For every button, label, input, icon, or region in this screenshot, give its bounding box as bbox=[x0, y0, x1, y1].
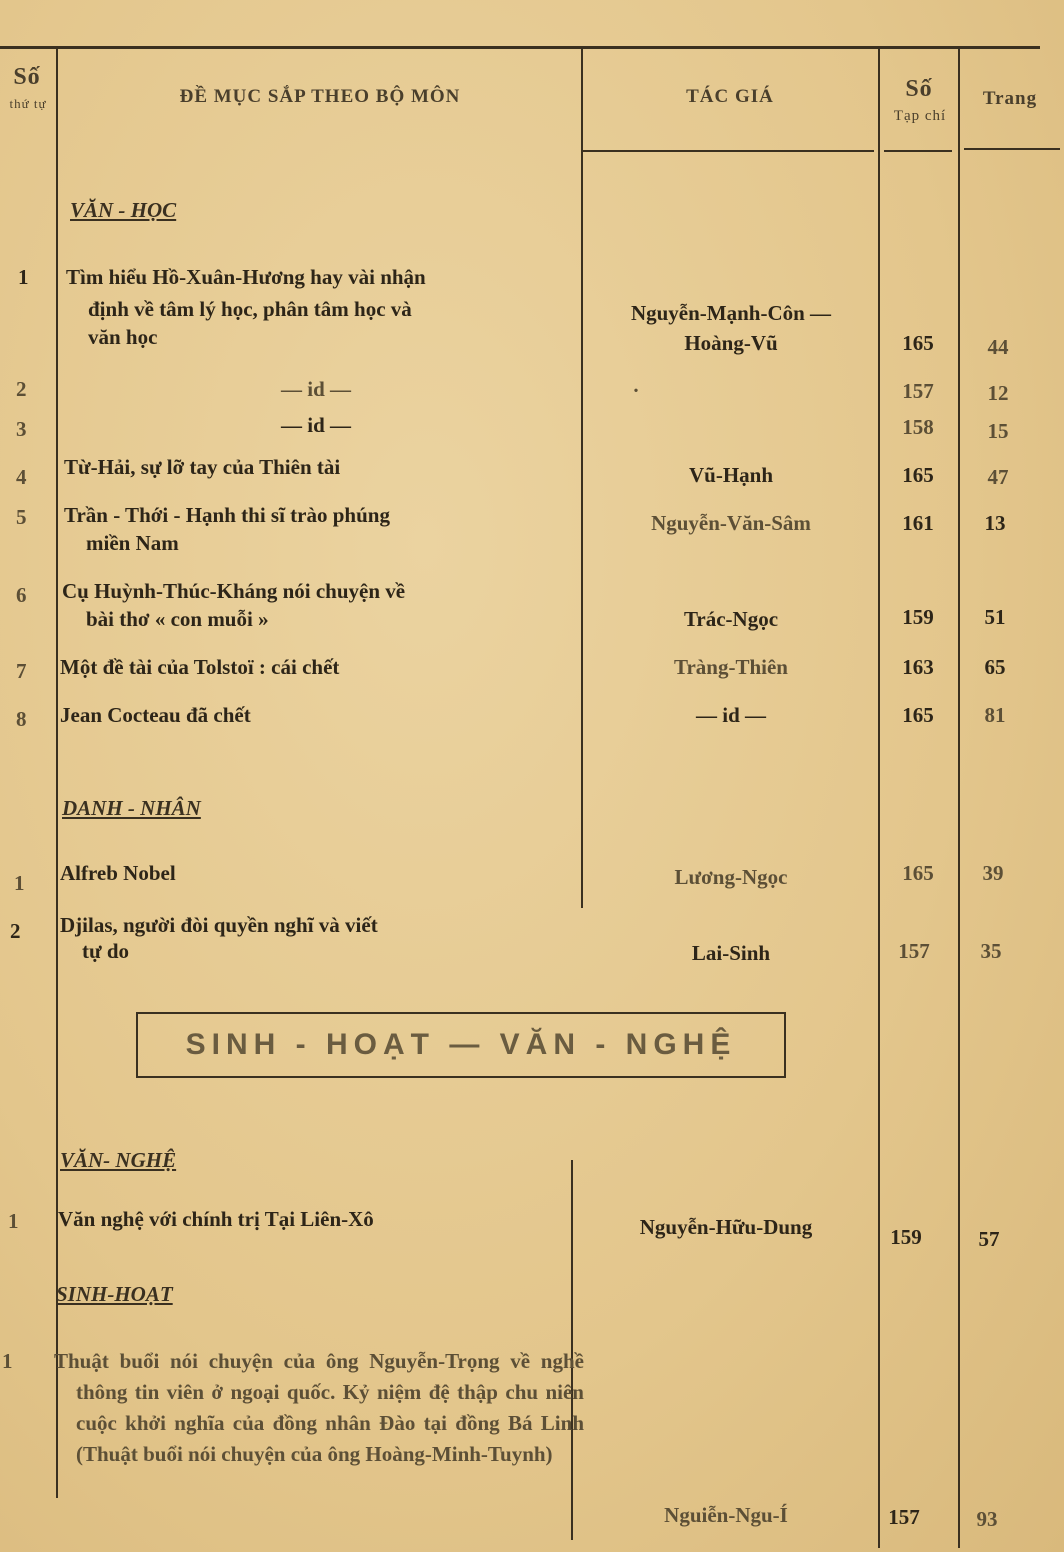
row-num: 1 bbox=[18, 265, 29, 289]
header-rule-issue bbox=[884, 150, 952, 152]
header-num-label: Số bbox=[13, 64, 41, 90]
row-title: — id — bbox=[280, 377, 351, 401]
section-title-van-nghe: VĂN- NGHỆ bbox=[60, 1148, 177, 1172]
row-title: định về tâm lý học, phân tâm học và bbox=[88, 297, 412, 321]
row-issue: 158 bbox=[902, 415, 934, 439]
row-author: Trác-Ngọc bbox=[683, 607, 779, 631]
row-issue: 165 bbox=[902, 861, 934, 885]
row-title: Djilas, người đòi quyền nghĩ và viết bbox=[60, 913, 378, 937]
row-author: Nguyễn-Văn-Sâm bbox=[651, 511, 811, 535]
col-divider-num bbox=[56, 48, 58, 1498]
row-page: 13 bbox=[984, 511, 1006, 535]
row-page: 93 bbox=[976, 1507, 998, 1531]
row-num: 1 bbox=[2, 1349, 13, 1373]
row-page: 12 bbox=[987, 381, 1009, 405]
header-rule-subject bbox=[582, 150, 874, 152]
row-title: tự do bbox=[82, 939, 130, 963]
row-title: Văn nghệ với chính trị Tại Liên-Xô bbox=[58, 1207, 374, 1231]
row-title: Tìm hiểu Hồ-Xuân-Hương hay vài nhận bbox=[66, 265, 426, 289]
row-num: 3 bbox=[16, 417, 27, 441]
row-issue: 157 bbox=[888, 1505, 920, 1529]
col-divider-subject bbox=[581, 48, 583, 908]
row-page: 57 bbox=[978, 1227, 1000, 1251]
section-title-danh-nhan: DANH - NHÂN bbox=[62, 796, 201, 820]
row-num: 2 bbox=[16, 377, 27, 401]
row-title: Trần - Thới - Hạnh thi sĩ trào phúng bbox=[64, 503, 390, 527]
row-issue: 165 bbox=[902, 703, 934, 727]
header-author: TÁC GIÁ bbox=[686, 86, 774, 107]
row-author: Hoàng-Vũ bbox=[684, 331, 778, 355]
row-issue: 165 bbox=[902, 331, 934, 355]
header-num-sub: thứ tự bbox=[9, 96, 47, 111]
row-author: Lương-Ngọc bbox=[674, 865, 788, 889]
row-page: 35 bbox=[980, 939, 1002, 963]
row-title: bài thơ « con muỗi » bbox=[86, 607, 269, 631]
row-num: 2 bbox=[10, 919, 21, 943]
row-num: 1 bbox=[8, 1209, 19, 1233]
row-title: Cụ Huỳnh-Thúc-Kháng nói chuyện về bbox=[62, 579, 406, 603]
row-author: Nguyễn-Mạnh-Côn — bbox=[630, 301, 832, 325]
row-author: Nguiễn-Ngu-Í bbox=[664, 1503, 788, 1527]
row-author: Nguyễn-Hữu-Dung bbox=[639, 1215, 813, 1239]
col-divider-issue bbox=[958, 48, 960, 1548]
row-issue: 157 bbox=[898, 939, 930, 963]
row-author: . bbox=[633, 373, 639, 397]
header-page: Trang bbox=[982, 88, 1038, 109]
row-page: 65 bbox=[984, 655, 1006, 679]
row-title: Một đề tài của Tolstoï : cái chết bbox=[60, 655, 340, 679]
top-rule bbox=[0, 46, 1040, 49]
row-author: Lai-Sinh bbox=[691, 941, 771, 965]
row-num: 6 bbox=[16, 583, 27, 607]
row-title: miền Nam bbox=[86, 531, 179, 555]
header-rule-page bbox=[964, 148, 1060, 150]
header-subject: ĐỀ MỤC SẮP THEO BỘ MÔN bbox=[179, 86, 461, 107]
row-title: Thuật buổi nói chuyện của ông Nguyễn-Trọng về nghề thông tin viên ở ngoại quốc. Kỷ niệm đệ thập chu niên cuộc khởi nghĩa của đồng nhân Đào tại đồng Bá Linh (Thuật buổi nói chuyện của ông Hoàng-Minh-Tuynh) bbox=[54, 1349, 584, 1466]
section-title-van-hoc: VĂN - HỌC bbox=[70, 198, 177, 222]
row-page: 44 bbox=[987, 335, 1009, 359]
row-title: Jean Cocteau đã chết bbox=[60, 703, 251, 727]
row-author: Tràng-Thiên bbox=[674, 655, 788, 679]
row-num: 8 bbox=[16, 707, 27, 731]
row-title: Alfreb Nobel bbox=[60, 861, 176, 885]
row-author: — id — bbox=[695, 703, 766, 727]
row-title: — id — bbox=[280, 413, 351, 437]
row-num: 7 bbox=[16, 659, 27, 683]
row-author: Vũ-Hạnh bbox=[688, 463, 774, 487]
header-issue-label: Số bbox=[905, 76, 933, 102]
row-issue: 159 bbox=[890, 1225, 922, 1249]
row-issue: 161 bbox=[902, 511, 934, 535]
row-page: 15 bbox=[987, 419, 1009, 443]
col-divider-author bbox=[878, 48, 880, 1548]
section-title-sinh-hoat: SINH-HOẠT bbox=[56, 1282, 173, 1306]
section-banner-sinh-hoat-van-nghe: SINH - HOẠT — VĂN - NGHỆ bbox=[136, 1012, 786, 1078]
row-num: 5 bbox=[16, 505, 27, 529]
row-page: 47 bbox=[987, 465, 1009, 489]
row-num: 1 bbox=[14, 871, 25, 895]
row-page: 81 bbox=[984, 703, 1006, 727]
row-page: 39 bbox=[982, 861, 1004, 885]
row-issue: 157 bbox=[902, 379, 934, 403]
row-issue: 165 bbox=[902, 463, 934, 487]
header-issue-sub: Tạp chí bbox=[893, 108, 947, 124]
row-num: 4 bbox=[16, 465, 27, 489]
row-title: văn học bbox=[88, 325, 158, 349]
row-title: Từ-Hải, sự lỡ tay của Thiên tài bbox=[64, 455, 341, 479]
row-issue: 159 bbox=[902, 605, 934, 629]
row-issue: 163 bbox=[902, 655, 934, 679]
row-page: 51 bbox=[984, 605, 1006, 629]
